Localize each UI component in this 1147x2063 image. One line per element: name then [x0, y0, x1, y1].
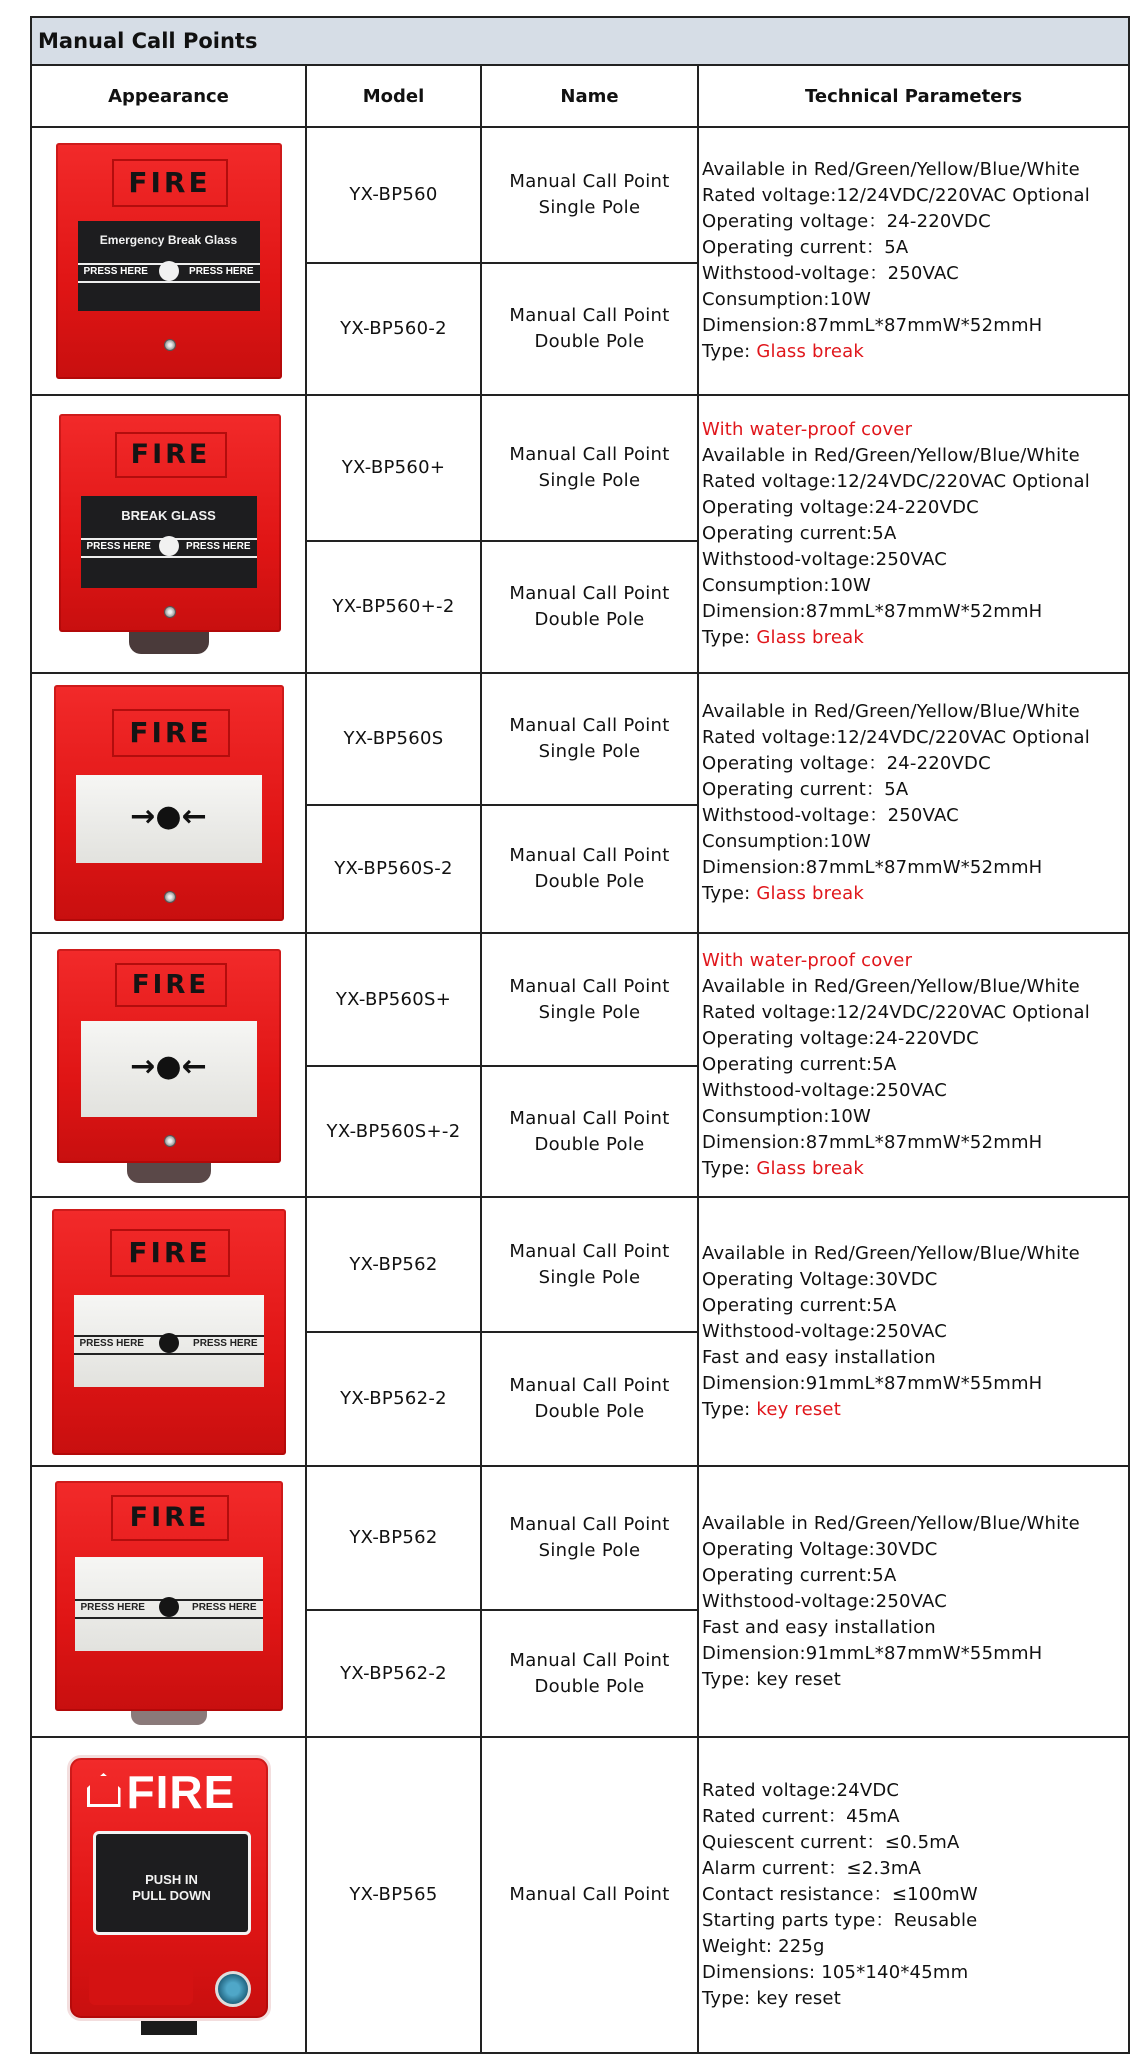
name-line2: Single Pole	[538, 1266, 641, 1288]
model-cell: YX-BP560	[306, 127, 481, 263]
name-line1: Manual Call Point	[509, 1649, 670, 1671]
product-image-yx-bp560-plus	[31, 395, 306, 673]
parameter-line: Available in Red/Green/Yellow/Blue/White	[702, 1242, 1080, 1264]
parameter-line: Starting parts type：Reusable	[702, 1910, 978, 1931]
parameter-line: Rated voltage:12/24VDC/220VAC Optional	[702, 727, 1090, 748]
technical-parameters-cell	[698, 1466, 1129, 1737]
fire-label: FIRE	[115, 963, 227, 1007]
fire-label: FIRE	[111, 1495, 229, 1541]
product-image-yx-bp560	[31, 127, 306, 395]
name-line2: Double Pole	[534, 1133, 645, 1155]
type-label: Type:	[702, 1398, 757, 1420]
press-right: PRESS HERE	[192, 1601, 257, 1613]
name-line1: Manual Call Point	[509, 305, 670, 326]
product-image-yx-bp560s-plus	[31, 933, 306, 1197]
model-cell: YX-BP565	[306, 1737, 481, 2053]
type-line	[702, 625, 1128, 651]
parameter-line: Withstood-voltage:250VAC	[702, 1320, 947, 1342]
break-glass-window	[81, 496, 257, 588]
model-cell: YX-BP562	[306, 1197, 481, 1332]
parameter-line: Available in Red/Green/Yellow/Blue/White	[702, 976, 1080, 997]
press-right: PRESS HERE	[189, 266, 254, 277]
header-row	[31, 65, 1129, 127]
table-row	[31, 673, 1129, 805]
fire-label: FIRE	[126, 1766, 236, 1818]
fire-label: FIRE	[115, 432, 227, 478]
resettable-element-window	[75, 1557, 263, 1651]
parameter-line: Available in Red/Green/Yellow/Blue/White	[702, 445, 1080, 466]
type-label: Type:	[702, 1668, 757, 1690]
screw-icon	[164, 1135, 176, 1147]
press-left: PRESS HERE	[79, 1337, 144, 1349]
name-cell	[481, 805, 698, 933]
type-line	[702, 881, 1128, 907]
parameter-line: Dimension:87mmL*87mmW*52mmH	[702, 601, 1043, 622]
fire-label: FIRE	[110, 1229, 230, 1277]
name-line1: Manual Call Point	[509, 1375, 670, 1396]
parameter-line: Withstood-voltage：250VAC	[702, 805, 959, 826]
waterproof-note: With water-proof cover	[702, 950, 913, 971]
name-cell	[481, 1066, 698, 1197]
parameter-line: Operating Voltage:30VDC	[702, 1268, 938, 1290]
model-cell: YX-BP560S+-2	[306, 1066, 481, 1197]
parameter-line: Dimension:91mmL*87mmW*55mmH	[702, 1372, 1043, 1394]
technical-parameters-cell	[698, 1737, 1129, 2053]
name-line2: Single Pole	[538, 197, 641, 218]
parameter-line: Operating voltage:24-220VDC	[702, 497, 979, 518]
press-point-icon	[159, 261, 179, 281]
press-left: PRESS HERE	[83, 266, 148, 277]
name-cell	[481, 263, 698, 395]
parameter-line: Alarm current：≤2.3mA	[702, 1858, 922, 1879]
model-cell: YX-BP562	[306, 1466, 481, 1610]
model-cell: YX-BP560+	[306, 395, 481, 541]
window-text: BREAK GLASS	[121, 508, 216, 523]
technical-parameters-cell	[698, 127, 1129, 395]
table-row	[31, 933, 1129, 1066]
press-here-band	[78, 263, 260, 283]
name-line1: Manual Call Point	[509, 715, 670, 736]
parameter-line: Fast and easy installation	[702, 1616, 936, 1638]
parameter-line: Weight: 225g	[702, 1936, 825, 1957]
model-cell: YX-BP560S	[306, 673, 481, 805]
header-technical-parameters: Technical Parameters	[698, 65, 1129, 127]
parameter-line: Operating current：5A	[702, 779, 909, 800]
name-line2: Double Pole	[534, 871, 645, 892]
waterproof-glass-break-call-point-image	[51, 410, 287, 658]
name-line2: Single Pole	[538, 741, 641, 762]
screw-icon	[164, 606, 176, 618]
parameter-line: Dimension:87mmL*87mmW*52mmH	[702, 1132, 1043, 1153]
type-value: Glass break	[756, 627, 864, 648]
parameter-line: Rated voltage:12/24VDC/220VAC Optional	[702, 471, 1090, 492]
press-here-band	[81, 538, 257, 558]
title-row	[31, 17, 1129, 65]
type-label: Type:	[702, 627, 757, 648]
parameter-line: Dimension:91mmL*87mmW*55mmH	[702, 1642, 1043, 1664]
name-line2: Double Pole	[534, 1401, 645, 1422]
parameter-line: Operating current:5A	[702, 1564, 897, 1586]
name-cell	[481, 1466, 698, 1610]
press-here-band	[74, 1335, 264, 1355]
parameter-line: Operating voltage：24-220VDC	[702, 753, 991, 774]
type-line	[702, 1397, 1128, 1423]
technical-parameters-cell	[698, 395, 1129, 673]
table-row	[31, 127, 1129, 263]
resettable-element-window	[81, 1021, 257, 1117]
waterproof-resettable-call-point-image	[51, 945, 287, 1185]
waterproof-note: With water-proof cover	[702, 419, 913, 440]
type-value: key reset	[756, 1988, 841, 2009]
name-cell	[481, 1332, 698, 1466]
table-row	[31, 1466, 1129, 1610]
model-cell: YX-BP562-2	[306, 1610, 481, 1737]
fire-label: FIRE	[112, 709, 230, 757]
key-reset-lock-icon	[215, 1971, 251, 2007]
type-line	[702, 1986, 1128, 2012]
manual-call-points-table	[30, 16, 1130, 2054]
header-appearance: Appearance	[31, 65, 306, 127]
parameter-line: Available in Red/Green/Yellow/Blue/White	[702, 701, 1080, 722]
parameter-line: Withstood-voltage:250VAC	[702, 549, 947, 570]
mounting-tab	[141, 2021, 197, 2035]
parameter-line: Operating current:5A	[702, 523, 897, 544]
type-line	[702, 1667, 1128, 1693]
parameter-line: Quiescent current：≤0.5mA	[702, 1832, 960, 1853]
pull-station-call-point-image	[67, 1755, 271, 2035]
parameter-line: Contact resistance：≤100mW	[702, 1884, 978, 1905]
type-value: key reset	[756, 1668, 841, 1690]
name-cell	[481, 933, 698, 1066]
push-in-text: PUSH IN	[145, 1872, 198, 1887]
window-text: Emergency Break Glass	[99, 233, 238, 247]
parameter-line: Consumption:10W	[702, 1106, 871, 1127]
name-cell	[481, 541, 698, 673]
resettable-element-window	[74, 1295, 264, 1387]
name-line2: Single Pole	[538, 1001, 641, 1023]
parameter-line: Withstood-voltage:250VAC	[702, 1590, 947, 1612]
technical-parameters-cell	[698, 673, 1129, 933]
parameter-line: Operating voltage:24-220VDC	[702, 1028, 979, 1049]
type-label: Type:	[702, 883, 757, 904]
name-cell: Manual Call Point	[481, 1737, 698, 2053]
parameter-line: Rated voltage:24VDC	[702, 1780, 900, 1801]
screw-icon	[164, 339, 176, 351]
table-title: Manual Call Points	[31, 17, 1129, 65]
technical-parameters-cell	[698, 933, 1129, 1197]
name-cell	[481, 395, 698, 541]
screw-icon	[164, 891, 176, 903]
parameter-line: Consumption:10W	[702, 289, 871, 310]
press-right: PRESS HERE	[193, 1337, 258, 1349]
press-left: PRESS HERE	[86, 541, 151, 552]
name-line2: Single Pole	[538, 470, 641, 491]
model-cell: YX-BP560S-2	[306, 805, 481, 933]
model-cell: YX-BP562-2	[306, 1332, 481, 1466]
model-cell: YX-BP560S+	[306, 933, 481, 1066]
parameter-line: Consumption:10W	[702, 831, 871, 852]
product-image-yx-bp562	[31, 1197, 306, 1466]
parameter-line: Operating voltage：24-220VDC	[702, 211, 991, 232]
product-image-yx-bp565	[31, 1737, 306, 2053]
product-image-yx-bp560s	[31, 673, 306, 933]
technical-parameters-cell	[698, 1197, 1129, 1466]
name-line1: Manual Call Point	[509, 583, 670, 604]
type-value: Glass break	[756, 1158, 864, 1179]
parameter-line: Available in Red/Green/Yellow/Blue/White	[702, 159, 1080, 180]
fire-label: FIRE	[112, 159, 228, 207]
name-line1: Manual Call Point	[509, 1514, 670, 1535]
table-row	[31, 395, 1129, 541]
type-label: Type:	[702, 1158, 757, 1179]
press-arrows-icon: →●←	[130, 1049, 207, 1084]
key-reset-call-point-image	[52, 1209, 286, 1455]
type-value: key reset	[756, 1398, 841, 1420]
covered-key-reset-call-point-image	[51, 1477, 287, 1727]
name-line1: Manual Call Point	[509, 1240, 670, 1262]
parameter-line: Dimension:87mmL*87mmW*52mmH	[702, 315, 1043, 336]
break-glass-window	[78, 221, 260, 311]
type-label: Type:	[702, 341, 757, 362]
press-point-icon	[159, 1597, 179, 1617]
press-arrows-icon: →●←	[130, 799, 207, 834]
name-line1: Manual Call Point	[509, 1107, 670, 1129]
press-right: PRESS HERE	[186, 541, 251, 552]
name-line1: Manual Call Point	[509, 444, 670, 465]
cover-hinge	[127, 1163, 211, 1183]
header-name: Name	[481, 65, 698, 127]
parameter-line: Fast and easy installation	[702, 1346, 936, 1368]
parameter-line: Available in Red/Green/Yellow/Blue/White	[702, 1512, 1080, 1534]
table-row	[31, 1737, 1129, 2053]
cover-hinge	[129, 632, 209, 654]
model-cell: YX-BP560-2	[306, 263, 481, 395]
parameter-line: Rated current：45mA	[702, 1806, 900, 1827]
name-line2: Double Pole	[534, 331, 645, 352]
type-line	[702, 339, 1128, 365]
pull-down-text: PULL DOWN	[132, 1888, 211, 1903]
parameter-line: Withstood-voltage：250VAC	[702, 263, 959, 284]
parameter-line: Withstood-voltage:250VAC	[702, 1080, 947, 1101]
model-cell: YX-BP560+-2	[306, 541, 481, 673]
cover-hinge	[131, 1711, 207, 1725]
name-cell	[481, 1197, 698, 1332]
parameter-line: Operating current:5A	[702, 1054, 897, 1075]
parameter-line: Rated voltage:12/24VDC/220VAC Optional	[702, 185, 1090, 206]
header-model: Model	[306, 65, 481, 127]
pull-handle	[93, 1831, 251, 1935]
glass-break-call-point-image	[56, 143, 282, 379]
name-line2: Single Pole	[538, 1540, 641, 1561]
product-image-yx-bp562-cover	[31, 1466, 306, 1737]
resettable-call-point-image	[54, 685, 284, 921]
name-line2: Double Pole	[534, 609, 645, 630]
name-cell	[481, 1610, 698, 1737]
parameter-line: Consumption:10W	[702, 575, 871, 596]
table-row	[31, 1197, 1129, 1332]
parameter-line: Dimensions: 105*140*45mm	[702, 1962, 969, 1983]
type-line	[702, 1156, 1128, 1182]
parameter-line: Operating Voltage:30VDC	[702, 1538, 938, 1560]
resettable-element-window	[76, 775, 262, 863]
parameter-line: Operating current:5A	[702, 1294, 897, 1316]
type-value: Glass break	[756, 883, 864, 904]
parameter-line: Operating current：5A	[702, 237, 909, 258]
name-line2: Double Pole	[534, 1675, 645, 1697]
press-here-band	[75, 1599, 263, 1619]
press-point-icon	[159, 1333, 179, 1353]
type-label: Type:	[702, 1988, 757, 2009]
name-cell	[481, 127, 698, 263]
parameter-line: Dimension:87mmL*87mmW*52mmH	[702, 857, 1043, 878]
parameter-line: Rated voltage:12/24VDC/220VAC Optional	[702, 1002, 1090, 1023]
type-value: Glass break	[756, 341, 864, 362]
name-line1: Manual Call Point	[509, 845, 670, 866]
name-line1: Manual Call Point	[509, 975, 670, 997]
press-left: PRESS HERE	[80, 1601, 145, 1613]
label-panel	[89, 1965, 193, 2005]
name-line1: Manual Call Point	[509, 171, 670, 192]
press-point-icon	[159, 536, 179, 556]
name-cell	[481, 673, 698, 805]
spec-sheet	[30, 16, 1128, 2054]
